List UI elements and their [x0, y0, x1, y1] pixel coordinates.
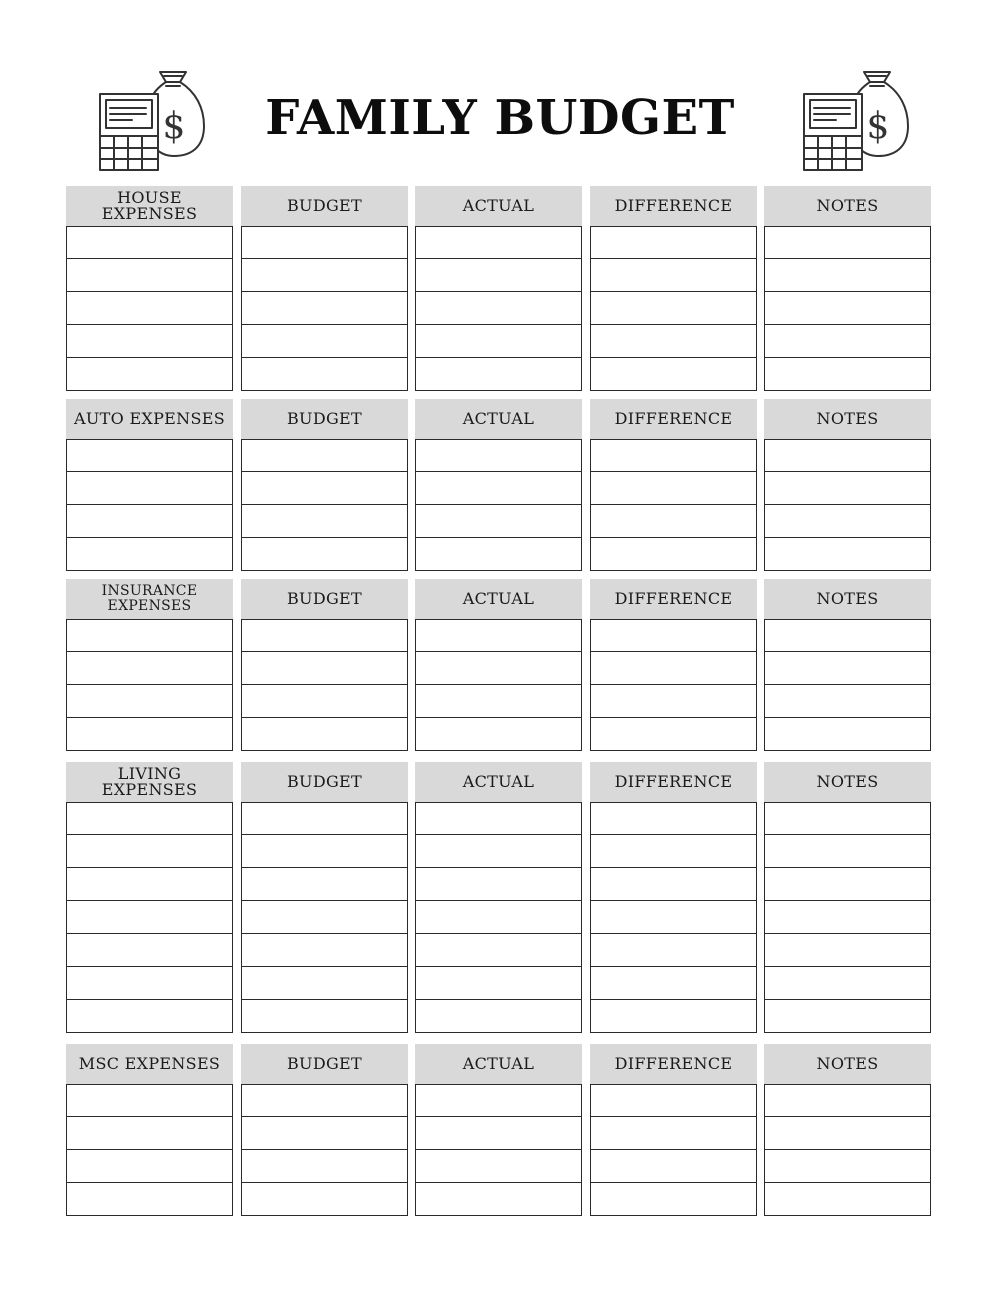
entry-cell[interactable] [764, 292, 931, 325]
entry-cell[interactable] [241, 472, 408, 505]
entry-cell[interactable] [241, 1117, 408, 1150]
column-header: DIFFERENCE [590, 186, 757, 226]
column-header: ACTUAL [415, 1044, 582, 1084]
entry-cell[interactable] [415, 226, 582, 259]
entry-cell[interactable] [241, 226, 408, 259]
entry-cell[interactable] [764, 901, 931, 934]
entry-cell[interactable] [764, 934, 931, 967]
entry-cell[interactable] [590, 934, 757, 967]
entry-cell[interactable] [66, 226, 233, 259]
entry-cell[interactable] [66, 1150, 233, 1183]
entry-cell[interactable] [764, 439, 931, 472]
category-column [66, 762, 233, 1033]
entry-cell[interactable] [415, 439, 582, 472]
column-header: BUDGET [241, 579, 408, 619]
entry-cell[interactable] [66, 325, 233, 358]
entry-cell[interactable] [66, 652, 233, 685]
column-difference [590, 762, 757, 1033]
column-header: BUDGET [241, 1044, 408, 1084]
category-column [66, 186, 233, 391]
entry-cell[interactable] [66, 472, 233, 505]
entry-cell[interactable] [764, 472, 931, 505]
entry-cell[interactable] [764, 652, 931, 685]
entry-cell[interactable] [66, 934, 233, 967]
entry-cell[interactable] [764, 802, 931, 835]
entry-cell[interactable] [415, 868, 582, 901]
entry-cell[interactable] [66, 505, 233, 538]
entry-cell[interactable] [66, 358, 233, 391]
column-notes [764, 399, 931, 571]
entry-cell[interactable] [590, 505, 757, 538]
column-actual [415, 579, 582, 751]
entry-cell[interactable] [764, 538, 931, 571]
column-notes [764, 762, 931, 1033]
entry-cell[interactable] [415, 718, 582, 751]
entry-cell[interactable] [764, 226, 931, 259]
entry-cell[interactable] [590, 292, 757, 325]
entry-cell[interactable] [66, 1117, 233, 1150]
column-actual [415, 762, 582, 1033]
entry-cell[interactable] [241, 1150, 408, 1183]
entry-cell[interactable] [590, 901, 757, 934]
entry-cell[interactable] [66, 1000, 233, 1033]
entry-cell[interactable] [764, 325, 931, 358]
column-budget [241, 186, 408, 391]
entry-cell[interactable] [590, 835, 757, 868]
column-header: BUDGET [241, 762, 408, 802]
entry-cell[interactable] [764, 1183, 931, 1216]
entry-cell[interactable] [590, 1183, 757, 1216]
entry-cell[interactable] [415, 652, 582, 685]
entry-cell[interactable] [415, 538, 582, 571]
calculator-money-bag-icon [802, 64, 914, 174]
column-header: DIFFERENCE [590, 762, 757, 802]
entry-cell[interactable] [590, 226, 757, 259]
svg-text:$: $ [162, 106, 186, 147]
entry-cell[interactable] [241, 652, 408, 685]
entry-cell[interactable] [590, 439, 757, 472]
entry-cell[interactable] [415, 1117, 582, 1150]
entry-cell[interactable] [66, 967, 233, 1000]
column-header: NOTES [764, 762, 931, 802]
entry-cell[interactable] [66, 439, 233, 472]
entry-cell[interactable] [66, 868, 233, 901]
entry-cell[interactable] [241, 538, 408, 571]
entry-cell[interactable] [415, 619, 582, 652]
entry-cell[interactable] [66, 718, 233, 751]
entry-cell[interactable] [590, 325, 757, 358]
entry-cell[interactable] [415, 802, 582, 835]
entry-cell[interactable] [66, 901, 233, 934]
entry-cell[interactable] [241, 835, 408, 868]
entry-cell[interactable] [415, 1000, 582, 1033]
column-header: ACTUAL [415, 399, 582, 439]
column-header: ACTUAL [415, 186, 582, 226]
column-actual [415, 1044, 582, 1216]
entry-cell[interactable] [241, 685, 408, 718]
section-label: HOUSE EXPENSES [66, 186, 233, 226]
page-title: FAMILY BUDGET [265, 90, 735, 146]
column-header: NOTES [764, 186, 931, 226]
entry-cell[interactable] [241, 325, 408, 358]
entry-cell[interactable] [764, 685, 931, 718]
entry-cell[interactable] [590, 685, 757, 718]
entry-cell[interactable] [764, 1000, 931, 1033]
entry-cell[interactable] [764, 358, 931, 391]
entry-cell[interactable] [590, 802, 757, 835]
column-difference [590, 186, 757, 391]
column-budget [241, 762, 408, 1033]
entry-cell[interactable] [66, 835, 233, 868]
column-budget [241, 399, 408, 571]
entry-cell[interactable] [241, 259, 408, 292]
entry-cell[interactable] [590, 358, 757, 391]
entry-cell[interactable] [764, 1117, 931, 1150]
category-column [66, 1044, 233, 1216]
entry-cell[interactable] [415, 292, 582, 325]
entry-cell[interactable] [590, 619, 757, 652]
entry-cell[interactable] [590, 259, 757, 292]
column-budget [241, 1044, 408, 1216]
entry-cell[interactable] [590, 967, 757, 1000]
entry-cell[interactable] [590, 538, 757, 571]
entry-cell[interactable] [241, 802, 408, 835]
entry-cell[interactable] [415, 1183, 582, 1216]
category-column [66, 579, 233, 751]
column-header: BUDGET [241, 399, 408, 439]
entry-cell[interactable] [241, 1000, 408, 1033]
entry-cell[interactable] [764, 619, 931, 652]
column-header: NOTES [764, 399, 931, 439]
entry-cell[interactable] [764, 1084, 931, 1117]
entry-cell[interactable] [764, 505, 931, 538]
entry-cell[interactable] [241, 901, 408, 934]
section-label: MSC EXPENSES [66, 1044, 233, 1084]
column-difference [590, 579, 757, 751]
column-header: BUDGET [241, 186, 408, 226]
entry-cell[interactable] [241, 718, 408, 751]
entry-cell[interactable] [66, 292, 233, 325]
entry-cell[interactable] [764, 835, 931, 868]
entry-cell[interactable] [415, 1084, 582, 1117]
entry-cell[interactable] [241, 505, 408, 538]
entry-cell[interactable] [415, 685, 582, 718]
column-actual [415, 399, 582, 571]
column-difference [590, 399, 757, 571]
entry-cell[interactable] [241, 292, 408, 325]
entry-cell[interactable] [764, 967, 931, 1000]
section-label: LIVING EXPENSES [66, 762, 233, 802]
entry-cell[interactable] [590, 1084, 757, 1117]
entry-cell[interactable] [415, 934, 582, 967]
entry-cell[interactable] [415, 358, 582, 391]
column-actual [415, 186, 582, 391]
entry-cell[interactable] [590, 652, 757, 685]
entry-cell[interactable] [66, 1183, 233, 1216]
entry-cell[interactable] [590, 1117, 757, 1150]
entry-cell[interactable] [764, 718, 931, 751]
entry-cell[interactable] [415, 505, 582, 538]
entry-cell[interactable] [764, 1150, 931, 1183]
column-header: NOTES [764, 1044, 931, 1084]
column-header: ACTUAL [415, 762, 582, 802]
entry-cell[interactable] [415, 259, 582, 292]
column-budget [241, 579, 408, 751]
entry-cell[interactable] [66, 259, 233, 292]
section-label: AUTO EXPENSES [66, 399, 233, 439]
column-notes [764, 1044, 931, 1216]
entry-cell[interactable] [415, 901, 582, 934]
category-column [66, 399, 233, 571]
entry-cell[interactable] [415, 835, 582, 868]
entry-cell[interactable] [415, 1150, 582, 1183]
column-header: DIFFERENCE [590, 579, 757, 619]
entry-cell[interactable] [590, 1000, 757, 1033]
entry-cell[interactable] [66, 538, 233, 571]
column-header: NOTES [764, 579, 931, 619]
entry-cell[interactable] [764, 259, 931, 292]
column-header: ACTUAL [415, 579, 582, 619]
entry-cell[interactable] [415, 967, 582, 1000]
column-notes [764, 186, 931, 391]
entry-cell[interactable] [66, 685, 233, 718]
svg-text:$: $ [866, 106, 890, 147]
entry-cell[interactable] [415, 325, 582, 358]
column-difference [590, 1044, 757, 1216]
entry-cell[interactable] [66, 619, 233, 652]
entry-cell[interactable] [66, 802, 233, 835]
entry-cell[interactable] [241, 1084, 408, 1117]
entry-cell[interactable] [590, 868, 757, 901]
entry-cell[interactable] [415, 472, 582, 505]
column-header: DIFFERENCE [590, 399, 757, 439]
entry-cell[interactable] [241, 619, 408, 652]
entry-cell[interactable] [764, 868, 931, 901]
section-label: INSURANCE EXPENSES [66, 579, 233, 619]
entry-cell[interactable] [241, 967, 408, 1000]
entry-cell[interactable] [241, 868, 408, 901]
column-notes [764, 579, 931, 751]
entry-cell[interactable] [241, 1183, 408, 1216]
column-header: DIFFERENCE [590, 1044, 757, 1084]
entry-cell[interactable] [241, 358, 408, 391]
entry-cell[interactable] [590, 472, 757, 505]
entry-cell[interactable] [590, 718, 757, 751]
entry-cell[interactable] [241, 439, 408, 472]
entry-cell[interactable] [590, 1150, 757, 1183]
entry-cell[interactable] [241, 934, 408, 967]
entry-cell[interactable] [66, 1084, 233, 1117]
